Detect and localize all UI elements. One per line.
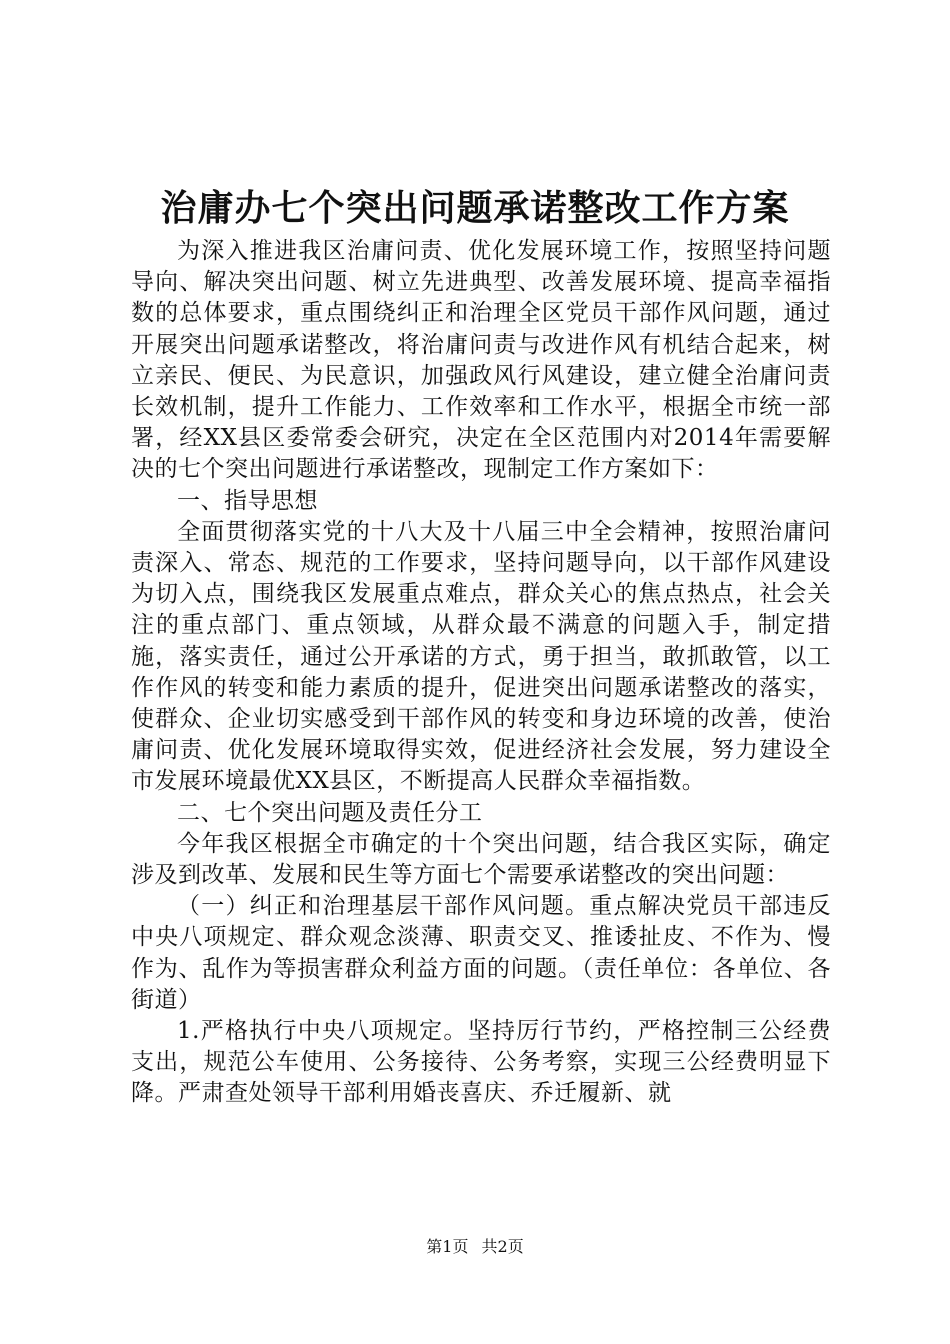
- paragraph-item-one: （一）纠正和治理基层干部作风问题。重点解决党员干部违反中央八项规定、群众观念淡薄、职责交叉、推诿扯皮、不作为、慢作为、乱作为等损害群众利益方面的问题。（责任单位：各单位、各街道）: [131, 893, 831, 1013]
- page-total: 共2页: [481, 1237, 524, 1256]
- page-number: 第1页: [426, 1237, 469, 1256]
- heading-guiding-ideology: 一、指导思想: [177, 487, 318, 514]
- paragraph-intro: 为深入推进我区治庸问责、优化发展环境工作，按照坚持问题导向、解决突出问题、树立先进典型、改善发展环境、提高幸福指数的总体要求，重点围绕纠正和治理全区党员干部作风问题，通过开展突出问题承诺整改，将治庸问责与改进作风有机结合起来，树立亲民、便民、为民意识，加强政风行风建设，建立健全治庸问责长效机制，提升工作能力、工作效率和工作水平，根据全市统一部署，经XX县区委常委会研究，决定在全区范围内对2014年需要解决的七个突出问题进行承诺整改，现制定工作方案如下：: [131, 238, 831, 483]
- document-body: [131, 236, 831, 1110]
- paragraph-item-one-1: 1.严格执行中央八项规定。坚持厉行节约，严格控制三公经费支出，规范公车使用、公务接待、公务考察，实现三公经费明显下降。严肃查处领导干部利用婚丧喜庆、乔迁履新、就: [131, 1018, 831, 1107]
- paragraph-guiding-ideology: 全面贯彻落实党的十八大及十八届三中全会精神，按照治庸问责深入、常态、规范的工作要求，坚持问题导向，以干部作风建设为切入点，围绕我区发展重点难点，群众关心的焦点热点，社会关注的重点部门、重点领域，从群众最不满意的问题入手，制定措施，落实责任，通过公开承诺的方式，勇于担当，敢抓敢管，以工作作风的转变和能力素质的提升，促进突出问题承诺整改的落实，使群众、企业切实感受到干部作风的转变和身边环境的改善，使治庸问责、优化发展环境取得实效，促进经济社会发展，努力建设全市发展环境最优XX县区，不断提高人民群众幸福指数。: [131, 518, 831, 795]
- heading-seven-problems: 二、七个突出问题及责任分工: [177, 799, 483, 826]
- paragraph-seven-problems-intro: 今年我区根据全市确定的十个突出问题，结合我区实际，确定涉及到改革、发展和民生等方面七个需要承诺整改的突出问题：: [131, 830, 831, 889]
- page-footer: [0, 1236, 950, 1258]
- document-title: 治庸办七个突出问题承诺整改工作方案: [160, 187, 790, 229]
